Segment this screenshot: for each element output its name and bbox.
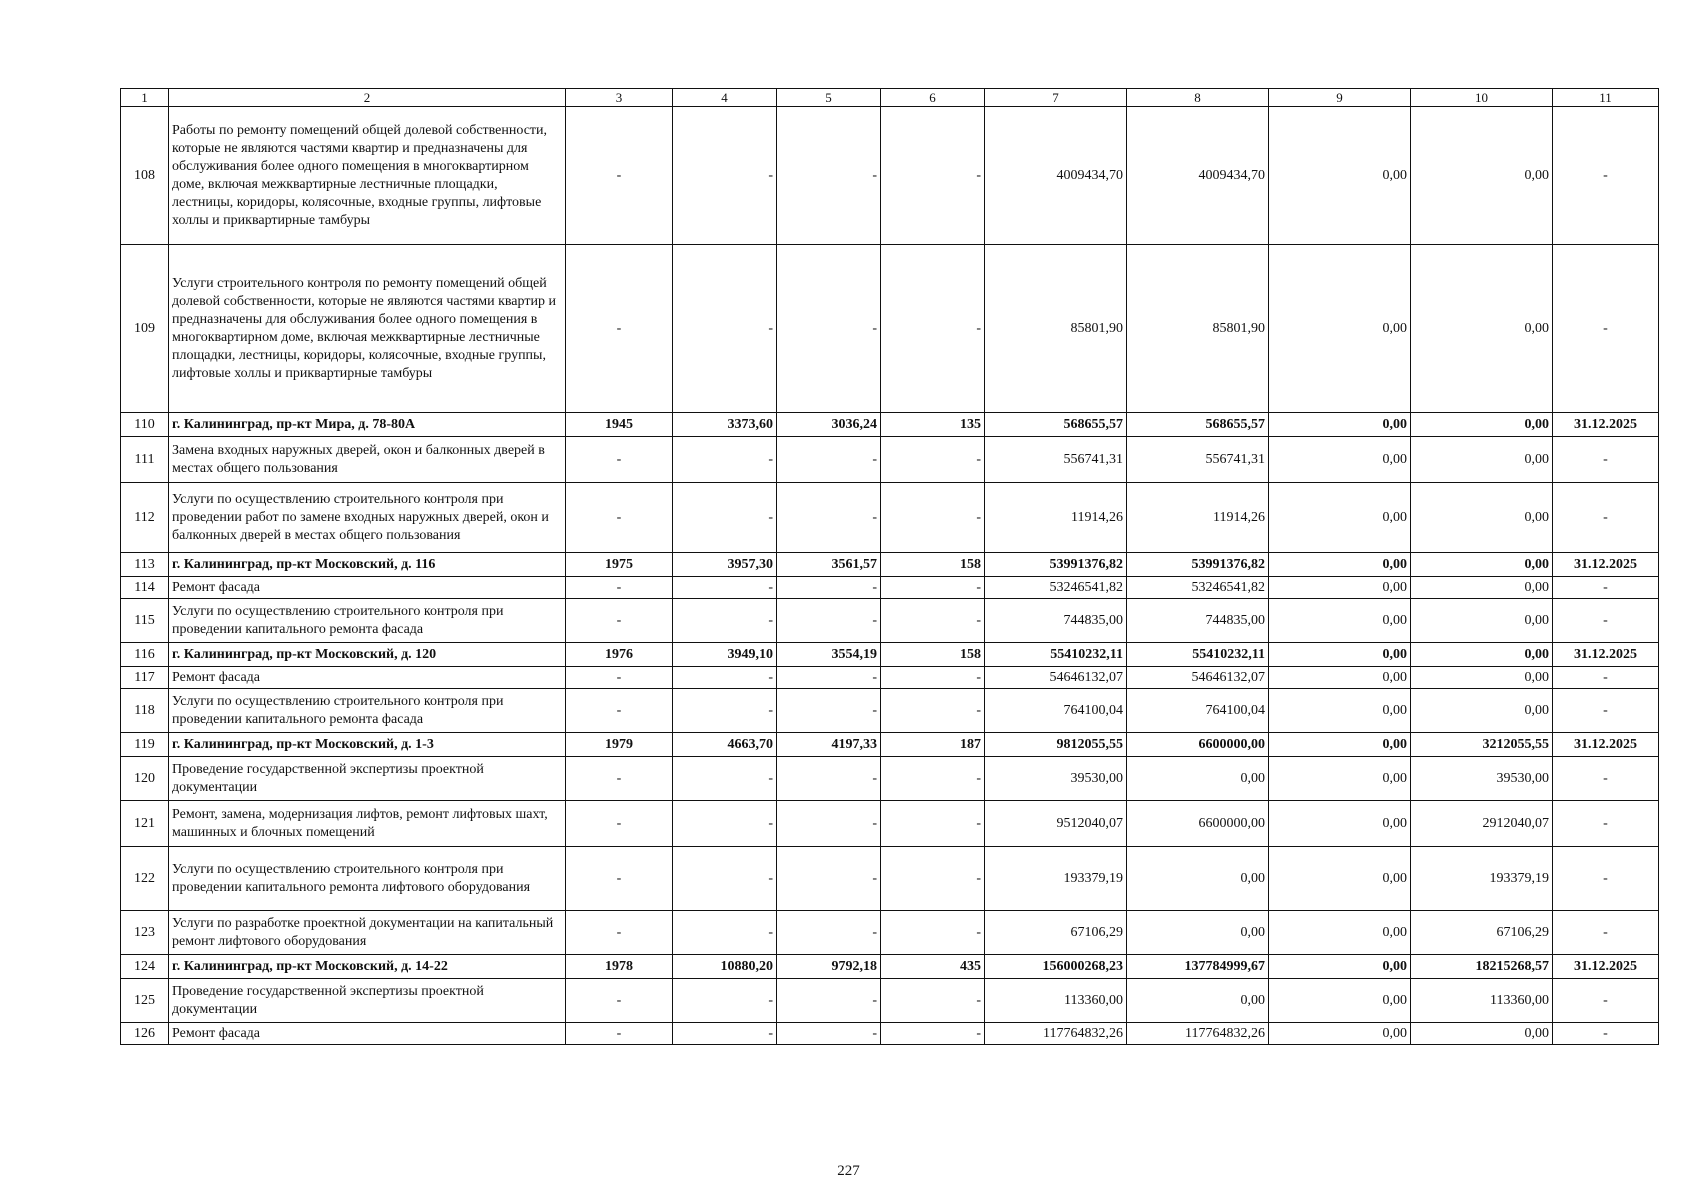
residential-area-cell: - [777, 577, 881, 599]
table-row [121, 413, 1659, 437]
completion-date-cell: - [1553, 483, 1659, 553]
column-number-header: 6 [881, 89, 985, 107]
residents-count-cell: - [881, 599, 985, 643]
total-cost-cell: 113360,00 [985, 979, 1127, 1023]
residential-area-cell: - [777, 437, 881, 483]
work-description-cell: Услуги по осуществлению строительного контроля при проведении работ по замене входных наружных дверей, окон и балконных дверей в местах общего пользования [169, 483, 566, 553]
page-number: 227 [837, 1163, 860, 1179]
residents-count-cell: - [881, 689, 985, 733]
capital-repair-table [120, 88, 1659, 1045]
build-year-cell: - [566, 847, 673, 911]
row-number-cell: 123 [121, 911, 169, 955]
row-number-cell: 108 [121, 107, 169, 245]
fund-cost-cell: 556741,31 [1127, 437, 1269, 483]
owner-funds-cell: 113360,00 [1411, 979, 1553, 1023]
build-year-cell: - [566, 599, 673, 643]
owner-funds-cell: 0,00 [1411, 107, 1553, 245]
fund-cost-cell: 6600000,00 [1127, 733, 1269, 757]
work-description-cell: Ремонт фасада [169, 667, 566, 689]
work-description-cell: Работы по ремонту помещений общей долевой собственности, которые не являются частями квартир и предназначены для обслуживания более одного помещения в многоквартирном доме, включая межквартирные лестничные площадки, лестницы, коридоры, колясочные, входные группы, лифтовые холлы и приквартирные тамбуры [169, 107, 566, 245]
table-row [121, 245, 1659, 413]
table-row [121, 1023, 1659, 1045]
table-row [121, 979, 1659, 1023]
owner-funds-cell: 3212055,55 [1411, 733, 1553, 757]
completion-date-cell: - [1553, 689, 1659, 733]
residential-area-cell: - [777, 757, 881, 801]
build-year-cell: 1975 [566, 553, 673, 577]
column-number-header: 10 [1411, 89, 1553, 107]
row-number-cell: 117 [121, 667, 169, 689]
fund-cost-cell: 137784999,67 [1127, 955, 1269, 979]
total-cost-cell: 117764832,26 [985, 1023, 1127, 1045]
row-number-cell: 115 [121, 599, 169, 643]
build-year-cell: - [566, 437, 673, 483]
table-body [121, 89, 1659, 1045]
fund-cost-cell: 55410232,11 [1127, 643, 1269, 667]
build-year-cell: 1979 [566, 733, 673, 757]
column-number-header-row [121, 89, 1659, 107]
table-row [121, 437, 1659, 483]
column-number-header: 5 [777, 89, 881, 107]
residential-area-cell: 9792,18 [777, 955, 881, 979]
completion-date-cell: - [1553, 847, 1659, 911]
residential-area-cell: - [777, 911, 881, 955]
table-row [121, 599, 1659, 643]
residents-count-cell: - [881, 757, 985, 801]
total-cost-cell: 11914,26 [985, 483, 1127, 553]
fund-cost-cell: 53246541,82 [1127, 577, 1269, 599]
owner-funds-cell: 0,00 [1411, 1023, 1553, 1045]
row-number-cell: 121 [121, 801, 169, 847]
residential-area-cell: - [777, 245, 881, 413]
total-area-cell: - [673, 599, 777, 643]
residents-count-cell: - [881, 1023, 985, 1045]
total-cost-cell: 156000268,23 [985, 955, 1127, 979]
completion-date-cell: 31.12.2025 [1553, 553, 1659, 577]
residents-count-cell: - [881, 245, 985, 413]
residents-count-cell: - [881, 847, 985, 911]
build-year-cell: - [566, 689, 673, 733]
residential-area-cell: 3036,24 [777, 413, 881, 437]
fund-cost-cell: 744835,00 [1127, 599, 1269, 643]
row-number-cell: 122 [121, 847, 169, 911]
owner-funds-cell: 0,00 [1411, 689, 1553, 733]
row-number-cell: 112 [121, 483, 169, 553]
budget-cost-cell: 0,00 [1269, 599, 1411, 643]
work-description-cell: г. Калининград, пр-кт Московский, д. 120 [169, 643, 566, 667]
total-area-cell: - [673, 667, 777, 689]
row-number-cell: 113 [121, 553, 169, 577]
completion-date-cell: - [1553, 245, 1659, 413]
build-year-cell: 1945 [566, 413, 673, 437]
residents-count-cell: - [881, 979, 985, 1023]
work-description-cell: Услуги по осуществлению строительного контроля при проведении капитального ремонта фасада [169, 599, 566, 643]
table-row [121, 553, 1659, 577]
work-description-cell: г. Калининград, пр-кт Московский, д. 14-22 [169, 955, 566, 979]
budget-cost-cell: 0,00 [1269, 553, 1411, 577]
total-cost-cell: 4009434,70 [985, 107, 1127, 245]
residential-area-cell: - [777, 667, 881, 689]
fund-cost-cell: 764100,04 [1127, 689, 1269, 733]
column-number-header: 3 [566, 89, 673, 107]
completion-date-cell: 31.12.2025 [1553, 733, 1659, 757]
completion-date-cell: - [1553, 667, 1659, 689]
total-cost-cell: 9512040,07 [985, 801, 1127, 847]
owner-funds-cell: 67106,29 [1411, 911, 1553, 955]
table-row [121, 643, 1659, 667]
total-cost-cell: 67106,29 [985, 911, 1127, 955]
residents-count-cell: 158 [881, 643, 985, 667]
column-number-header: 9 [1269, 89, 1411, 107]
total-area-cell: - [673, 245, 777, 413]
table-row [121, 733, 1659, 757]
total-area-cell: - [673, 107, 777, 245]
total-area-cell: - [673, 577, 777, 599]
fund-cost-cell: 117764832,26 [1127, 1023, 1269, 1045]
completion-date-cell: - [1553, 979, 1659, 1023]
residents-count-cell: - [881, 667, 985, 689]
total-area-cell: - [673, 979, 777, 1023]
column-number-header: 8 [1127, 89, 1269, 107]
owner-funds-cell: 193379,19 [1411, 847, 1553, 911]
fund-cost-cell: 0,00 [1127, 847, 1269, 911]
work-description-cell: Ремонт, замена, модернизация лифтов, ремонт лифтовых шахт, машинных и блочных помещений [169, 801, 566, 847]
completion-date-cell: - [1553, 911, 1659, 955]
owner-funds-cell: 39530,00 [1411, 757, 1553, 801]
build-year-cell: - [566, 107, 673, 245]
owner-funds-cell: 0,00 [1411, 413, 1553, 437]
total-area-cell: - [673, 483, 777, 553]
completion-date-cell: - [1553, 757, 1659, 801]
work-description-cell: Ремонт фасада [169, 1023, 566, 1045]
total-cost-cell: 55410232,11 [985, 643, 1127, 667]
build-year-cell: - [566, 757, 673, 801]
total-cost-cell: 193379,19 [985, 847, 1127, 911]
total-cost-cell: 85801,90 [985, 245, 1127, 413]
work-description-cell: Услуги по разработке проектной документации на капитальный ремонт лифтового оборудования [169, 911, 566, 955]
owner-funds-cell: 0,00 [1411, 599, 1553, 643]
total-cost-cell: 39530,00 [985, 757, 1127, 801]
total-area-cell: - [673, 757, 777, 801]
work-description-cell: г. Калининград, пр-кт Московский, д. 116 [169, 553, 566, 577]
fund-cost-cell: 4009434,70 [1127, 107, 1269, 245]
row-number-cell: 120 [121, 757, 169, 801]
row-number-cell: 116 [121, 643, 169, 667]
completion-date-cell: - [1553, 437, 1659, 483]
owner-funds-cell: 0,00 [1411, 643, 1553, 667]
total-area-cell: 3949,10 [673, 643, 777, 667]
budget-cost-cell: 0,00 [1269, 733, 1411, 757]
row-number-cell: 109 [121, 245, 169, 413]
build-year-cell: - [566, 801, 673, 847]
total-area-cell: 3373,60 [673, 413, 777, 437]
row-number-cell: 114 [121, 577, 169, 599]
row-number-cell: 125 [121, 979, 169, 1023]
owner-funds-cell: 0,00 [1411, 553, 1553, 577]
residential-area-cell: - [777, 483, 881, 553]
column-number-header: 1 [121, 89, 169, 107]
work-description-cell: Проведение государственной экспертизы проектной документации [169, 979, 566, 1023]
residents-count-cell: - [881, 577, 985, 599]
owner-funds-cell: 2912040,07 [1411, 801, 1553, 847]
table-row [121, 847, 1659, 911]
completion-date-cell: 31.12.2025 [1553, 413, 1659, 437]
work-description-cell: Услуги по осуществлению строительного контроля при проведении капитального ремонта лифтового оборудования [169, 847, 566, 911]
work-description-cell: Замена входных наружных дверей, окон и балконных дверей в местах общего пользования [169, 437, 566, 483]
column-number-header: 2 [169, 89, 566, 107]
work-description-cell: г. Калининград, пр-кт Мира, д. 78-80А [169, 413, 566, 437]
residents-count-cell: 135 [881, 413, 985, 437]
total-area-cell: 10880,20 [673, 955, 777, 979]
row-number-cell: 119 [121, 733, 169, 757]
total-cost-cell: 54646132,07 [985, 667, 1127, 689]
total-area-cell: 4663,70 [673, 733, 777, 757]
work-description-cell: Услуги по осуществлению строительного контроля при проведении капитального ремонта фасада [169, 689, 566, 733]
completion-date-cell: 31.12.2025 [1553, 643, 1659, 667]
total-cost-cell: 9812055,55 [985, 733, 1127, 757]
budget-cost-cell: 0,00 [1269, 437, 1411, 483]
total-cost-cell: 53246541,82 [985, 577, 1127, 599]
row-number-cell: 126 [121, 1023, 169, 1045]
work-description-cell: Проведение государственной экспертизы проектной документации [169, 757, 566, 801]
residents-count-cell: - [881, 801, 985, 847]
table-row [121, 667, 1659, 689]
fund-cost-cell: 568655,57 [1127, 413, 1269, 437]
row-number-cell: 111 [121, 437, 169, 483]
residential-area-cell: - [777, 689, 881, 733]
total-area-cell: - [673, 689, 777, 733]
completion-date-cell: - [1553, 577, 1659, 599]
total-cost-cell: 53991376,82 [985, 553, 1127, 577]
residential-area-cell: - [777, 801, 881, 847]
build-year-cell: 1976 [566, 643, 673, 667]
table-row [121, 801, 1659, 847]
column-number-header: 7 [985, 89, 1127, 107]
budget-cost-cell: 0,00 [1269, 413, 1411, 437]
table-row [121, 955, 1659, 979]
table-row [121, 483, 1659, 553]
row-number-cell: 118 [121, 689, 169, 733]
table-row [121, 689, 1659, 733]
owner-funds-cell: 18215268,57 [1411, 955, 1553, 979]
total-area-cell: - [673, 1023, 777, 1045]
budget-cost-cell: 0,00 [1269, 483, 1411, 553]
fund-cost-cell: 53991376,82 [1127, 553, 1269, 577]
total-cost-cell: 764100,04 [985, 689, 1127, 733]
row-number-cell: 124 [121, 955, 169, 979]
build-year-cell: - [566, 979, 673, 1023]
build-year-cell: - [566, 577, 673, 599]
residents-count-cell: - [881, 107, 985, 245]
residential-area-cell: 4197,33 [777, 733, 881, 757]
build-year-cell: 1978 [566, 955, 673, 979]
budget-cost-cell: 0,00 [1269, 245, 1411, 413]
table-row [121, 757, 1659, 801]
build-year-cell: - [566, 1023, 673, 1045]
total-area-cell: - [673, 437, 777, 483]
budget-cost-cell: 0,00 [1269, 955, 1411, 979]
work-description-cell: Услуги строительного контроля по ремонту помещений общей долевой собственности, которые не являются частями квартир и предназначены для обслуживания более одного помещения в многоквартирном доме, включая межквартирные лестничные площадки, лестницы, коридоры, колясочные, входные группы, лифтовые холлы и приквартирные тамбуры [169, 245, 566, 413]
owner-funds-cell: 0,00 [1411, 245, 1553, 413]
total-area-cell: - [673, 801, 777, 847]
budget-cost-cell: 0,00 [1269, 911, 1411, 955]
residential-area-cell: 3554,19 [777, 643, 881, 667]
residential-area-cell: - [777, 107, 881, 245]
total-area-cell: - [673, 847, 777, 911]
build-year-cell: - [566, 911, 673, 955]
table-row [121, 577, 1659, 599]
residents-count-cell: 187 [881, 733, 985, 757]
residential-area-cell: - [777, 1023, 881, 1045]
residents-count-cell: - [881, 911, 985, 955]
build-year-cell: - [566, 483, 673, 553]
total-cost-cell: 744835,00 [985, 599, 1127, 643]
work-description-cell: Ремонт фасада [169, 577, 566, 599]
completion-date-cell: 31.12.2025 [1553, 955, 1659, 979]
budget-cost-cell: 0,00 [1269, 847, 1411, 911]
owner-funds-cell: 0,00 [1411, 437, 1553, 483]
residents-count-cell: 158 [881, 553, 985, 577]
residents-count-cell: - [881, 437, 985, 483]
owner-funds-cell: 0,00 [1411, 483, 1553, 553]
fund-cost-cell: 85801,90 [1127, 245, 1269, 413]
fund-cost-cell: 54646132,07 [1127, 667, 1269, 689]
build-year-cell: - [566, 245, 673, 413]
fund-cost-cell: 0,00 [1127, 911, 1269, 955]
budget-cost-cell: 0,00 [1269, 643, 1411, 667]
work-description-cell: г. Калининград, пр-кт Московский, д. 1-3 [169, 733, 566, 757]
completion-date-cell: - [1553, 801, 1659, 847]
table-row [121, 911, 1659, 955]
fund-cost-cell: 11914,26 [1127, 483, 1269, 553]
budget-cost-cell: 0,00 [1269, 689, 1411, 733]
column-number-header: 11 [1553, 89, 1659, 107]
budget-cost-cell: 0,00 [1269, 577, 1411, 599]
budget-cost-cell: 0,00 [1269, 107, 1411, 245]
completion-date-cell: - [1553, 599, 1659, 643]
build-year-cell: - [566, 667, 673, 689]
fund-cost-cell: 0,00 [1127, 979, 1269, 1023]
residents-count-cell: 435 [881, 955, 985, 979]
budget-cost-cell: 0,00 [1269, 979, 1411, 1023]
completion-date-cell: - [1553, 107, 1659, 245]
residential-area-cell: - [777, 979, 881, 1023]
residential-area-cell: - [777, 599, 881, 643]
residential-area-cell: - [777, 847, 881, 911]
total-cost-cell: 556741,31 [985, 437, 1127, 483]
residential-area-cell: 3561,57 [777, 553, 881, 577]
budget-cost-cell: 0,00 [1269, 1023, 1411, 1045]
completion-date-cell: - [1553, 1023, 1659, 1045]
budget-cost-cell: 0,00 [1269, 757, 1411, 801]
fund-cost-cell: 0,00 [1127, 757, 1269, 801]
budget-cost-cell: 0,00 [1269, 801, 1411, 847]
table-row [121, 107, 1659, 245]
total-area-cell: - [673, 911, 777, 955]
residents-count-cell: - [881, 483, 985, 553]
budget-cost-cell: 0,00 [1269, 667, 1411, 689]
owner-funds-cell: 0,00 [1411, 667, 1553, 689]
row-number-cell: 110 [121, 413, 169, 437]
column-number-header: 4 [673, 89, 777, 107]
total-area-cell: 3957,30 [673, 553, 777, 577]
owner-funds-cell: 0,00 [1411, 577, 1553, 599]
fund-cost-cell: 6600000,00 [1127, 801, 1269, 847]
total-cost-cell: 568655,57 [985, 413, 1127, 437]
